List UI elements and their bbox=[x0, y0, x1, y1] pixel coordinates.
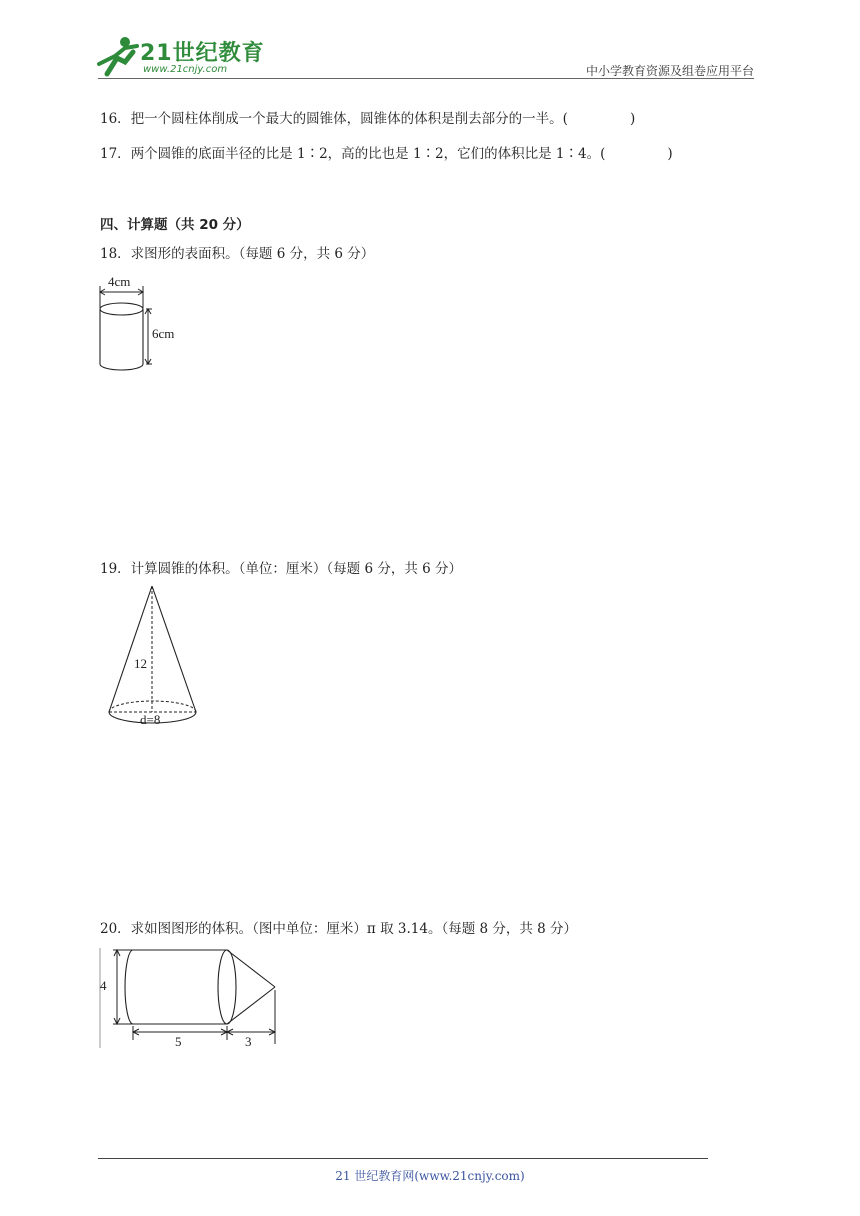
cylinder-diameter-label: 4cm bbox=[108, 274, 131, 289]
header-platform-name: 中小学教育资源及组卷应用平台 bbox=[585, 64, 754, 78]
cylinder-cone-figure bbox=[97, 944, 287, 1050]
question-17-text: 两个圆锥的底面半径的比是 1∶2，高的比也是 1∶2，它们的体积比是 1∶4。( bbox=[130, 146, 606, 162]
question-20: 20．求如图图形的体积。（图中单位：厘米）π 取 3.14。（每题 8 分，共 8 分） bbox=[100, 921, 578, 937]
header-divider bbox=[98, 78, 754, 79]
shape-height-label: 4 bbox=[100, 978, 107, 993]
question-17 bbox=[100, 142, 673, 162]
cone-height-label: 12 bbox=[134, 656, 147, 671]
logo-text: 21世纪教育 bbox=[140, 41, 265, 66]
question-17-number: 17． bbox=[100, 146, 131, 162]
footer-divider bbox=[98, 1158, 708, 1159]
logo-subtext: www.21cnjy.com bbox=[143, 64, 228, 75]
footer-site-link[interactable]: 21 世纪教育网(www.21cnjy.com) bbox=[335, 1169, 525, 1183]
question-16 bbox=[100, 107, 635, 127]
question-16-text: 把一个圆柱体削成一个最大的圆锥体，圆锥体的体积是削去部分的一半。( bbox=[130, 111, 568, 127]
question-16-number: 16． bbox=[100, 111, 131, 127]
cylinder-figure bbox=[96, 272, 196, 374]
question-19: 19．计算圆锥的体积。（单位：厘米）（每题 6 分，共 6 分） bbox=[100, 561, 463, 577]
question-16-close: ) bbox=[629, 111, 636, 127]
section-4-title: 四、计算题（共 20 分） bbox=[100, 217, 250, 233]
cone-figure bbox=[104, 582, 204, 730]
cone-length-label: 3 bbox=[245, 1034, 252, 1049]
question-17-close: ) bbox=[667, 146, 673, 162]
cylinder-length-label: 5 bbox=[175, 1034, 182, 1049]
site-logo-icon bbox=[95, 34, 143, 78]
cone-diameter-label: d=8 bbox=[140, 712, 161, 727]
question-18: 18．求图形的表面积。（每题 6 分，共 6 分） bbox=[100, 246, 375, 262]
cylinder-height-label: 6cm bbox=[152, 326, 175, 341]
